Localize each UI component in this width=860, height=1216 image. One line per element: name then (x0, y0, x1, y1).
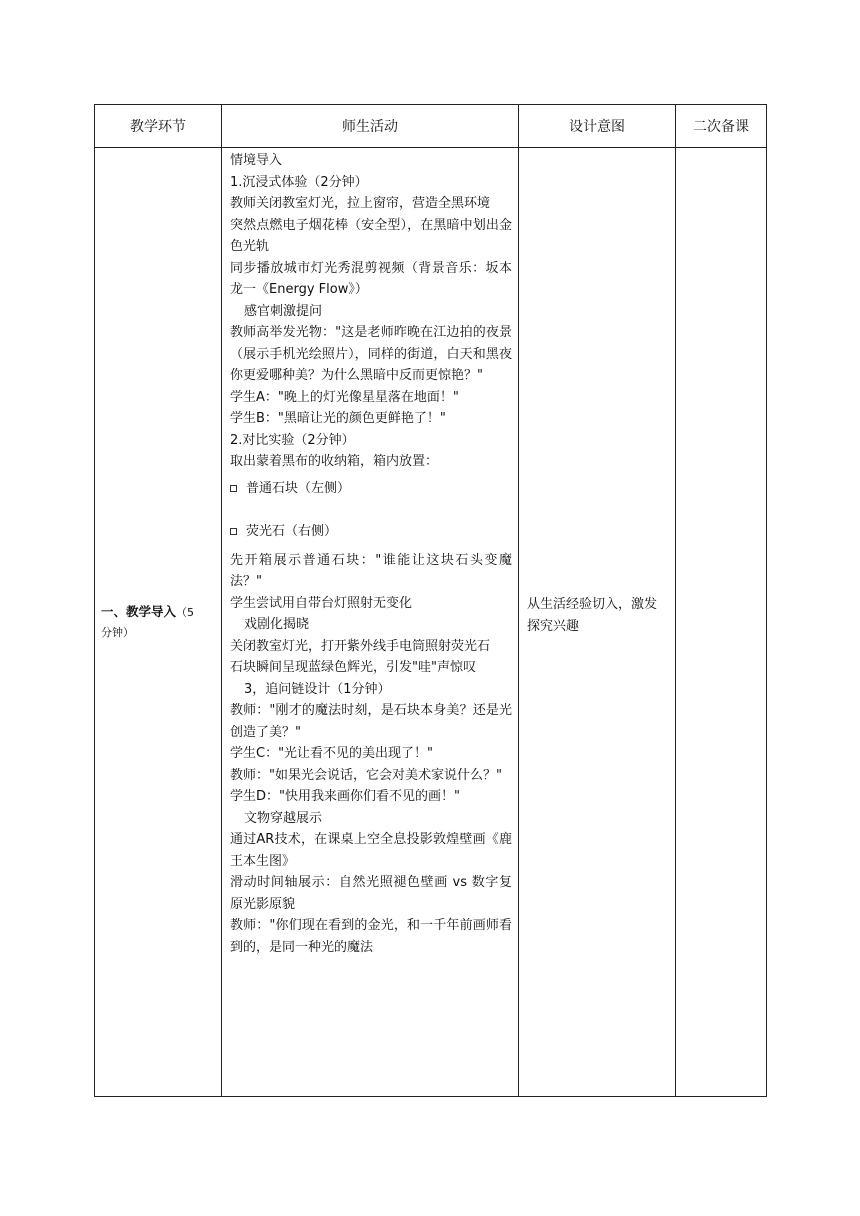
stage-time-open: （5 (176, 606, 195, 619)
activity-line: 同步播放城市灯光秀混剪视频（背景音乐：坂本龙一《Energy Flow》） (230, 260, 512, 297)
activity-line: 关闭教室灯光，打开紫外线手电筒照射荧光石 (230, 638, 491, 654)
revision-cell (676, 148, 767, 1097)
header-intent: 设计意图 (519, 105, 676, 148)
activity-line: 取出蒙着黑布的收纳箱，箱内放置： (230, 454, 439, 469)
header-revision: 二次备课 (676, 105, 767, 148)
bullet-item (230, 521, 512, 543)
activity-line: 教师关闭教室灯光，拉上窗帘，营造全黑环境 (230, 196, 491, 211)
activity-line: 学生尝试用自带台灯照射无变化 (230, 595, 413, 611)
activity-line: 学生C："光让看不见的美出现了！" (230, 746, 434, 761)
activity-line: 教师："如果光会说话，它会对美术家说什么？" (230, 767, 502, 783)
square-bullet-icon (230, 485, 237, 492)
activity-line: 学生B："黑暗让光的颜色更鲜艳了！" (230, 411, 446, 426)
activity-subheading: 文物穿越展示 (244, 810, 323, 826)
lesson-plan-table (94, 104, 767, 1097)
square-bullet-icon (230, 528, 237, 535)
bullet-item (230, 478, 512, 500)
activity-line: 滑动时间轴展示：自然光照褪色壁画 vs 数字复原光影原貌 (230, 875, 512, 912)
activity-subheading: 戏剧化揭晓 (244, 617, 310, 632)
activity-line: 教师："刚才的魔法时刻，是石块本身美？还是光创造了美？" (230, 703, 512, 740)
activity-line: 情境导入 (230, 153, 283, 168)
activity-line: 3，追问链设计（1分钟） (244, 681, 391, 697)
header-stage: 教学环节 (95, 105, 222, 148)
table-header-row (95, 105, 767, 148)
table-row (95, 148, 767, 1097)
activity-line: 教师高举发光物："这是老师昨晚在江边拍的夜景（展示手机光绘照片），同样的街道，白天和黑夜你更爱哪种美？为什么黑暗中反而更惊艳？" (230, 325, 512, 383)
activity-line: 先开箱展示普通石块："谁能让这块石头变魔法？" (230, 552, 512, 589)
stage-title: 一、教学导入 (101, 604, 177, 619)
activity-line: 突然点燃电子烟花棒（安全型），在黑暗中划出金色光轨 (230, 217, 512, 254)
activity-line: 2.对比实验（2分钟） (230, 432, 355, 448)
intent-cell (519, 148, 676, 1097)
header-activity: 师生活动 (222, 105, 519, 148)
activity-line: 学生D："快用我来画你们看不见的画！" (230, 789, 460, 804)
activity-line: 教师："你们现在看到的金光，和一千年前画师看到的，是同一种光的魔法 (230, 918, 512, 955)
activity-line: 学生A："晚上的灯光像星星落在地面！" (230, 389, 459, 405)
activity-text (222, 148, 518, 958)
bullet-text: 荧光石（右侧） (246, 524, 338, 539)
activity-subheading: 感官刺激提问 (244, 303, 323, 319)
activity-line: 1.沉浸式体验（2分钟） (230, 174, 368, 190)
stage-time-close: 分钟） (101, 626, 134, 639)
activity-cell (222, 148, 519, 1097)
activity-line: 通过AR技术，在课桌上空全息投影敦煌壁画《鹿王本生图》 (230, 832, 512, 869)
stage-text (95, 602, 221, 642)
intent-text: 从生活经验切入，激发探究兴趣 (527, 597, 658, 634)
bullet-text: 普通石块（左侧） (246, 480, 351, 496)
activity-line: 石块瞬间呈现蓝绿色辉光，引发"哇"声惊叹 (230, 660, 476, 675)
stage-cell (95, 148, 222, 1097)
